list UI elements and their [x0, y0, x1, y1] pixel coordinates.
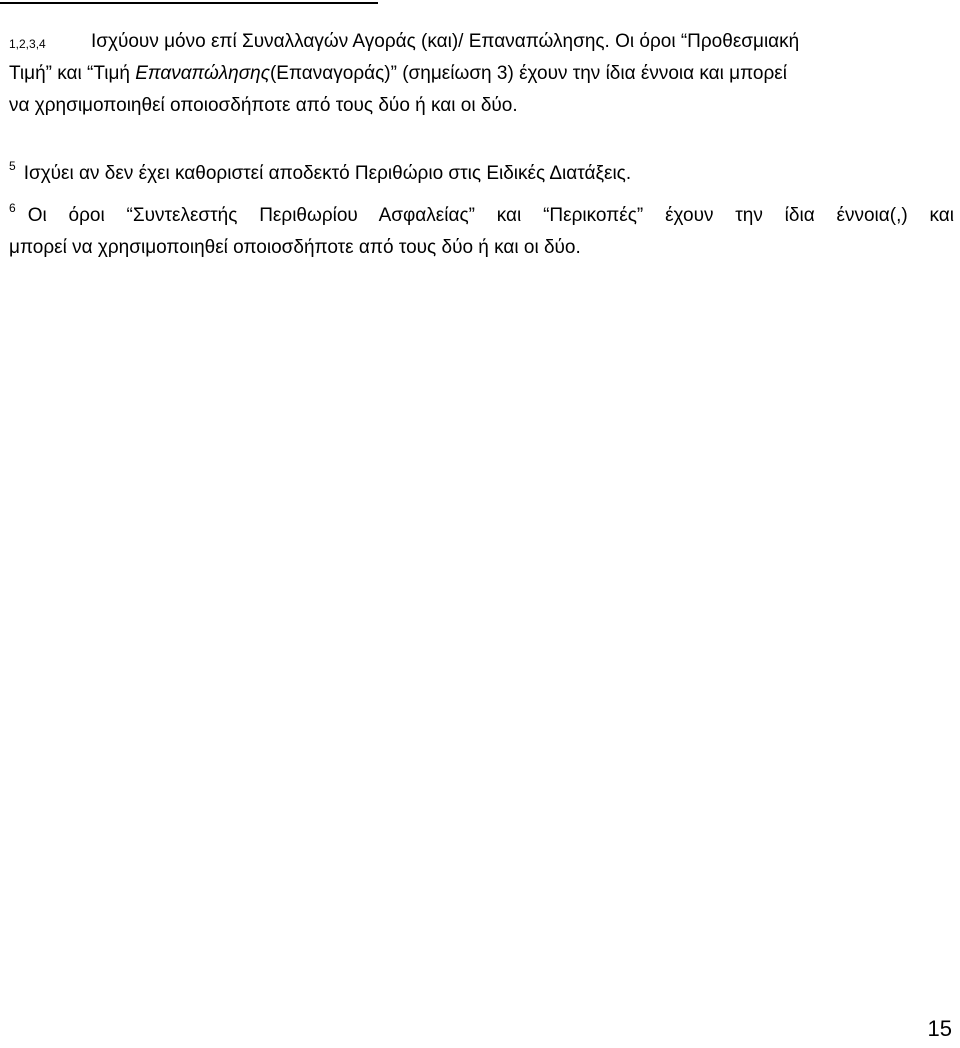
footnote-6-line-1	[9, 200, 954, 232]
footnote-1-italic-term: Επαναπώλησης	[135, 63, 270, 84]
footnote-marker-5: 5	[9, 159, 16, 173]
footnote-5-text: Ισχύει αν δεν έχει καθοριστεί αποδεκτό Περιθώριο στις Ειδικές Διατάξεις.	[23, 163, 632, 184]
footnote-separator-line	[0, 2, 378, 4]
footnote-1-line-3: να χρησιμοποιηθεί οποιοσδήποτε από τους δύο ή και οι δύο.	[9, 95, 518, 116]
footnote-1-line-2-start: Τιμή” και “Τιμή	[9, 63, 136, 84]
page-number: 15	[927, 1016, 952, 1041]
footnote-5	[9, 158, 954, 190]
footnote-6-line-1-text: Οι όροι “Συντελεστής Περιθωρίου Ασφαλείας” και “Περικοπές” έχουν την ίδια έννοια(,) και	[27, 205, 954, 226]
footnote-1-line-2-end: (Επαναγοράς)” (σημείωση 3) έχουν την ίδια έννοια και μπορεί	[269, 63, 787, 84]
footnote-6-line-2: μπορεί να χρησιμοποιηθεί οποιοσδήποτε από τους δύο ή και οι δύο.	[9, 237, 581, 258]
footnote-1-4	[9, 26, 954, 122]
footnote-marker-6: 6	[9, 201, 16, 215]
footnote-1-line-1: Ισχύουν μόνο επί Συναλλαγών Αγοράς (και)/ Επαναπώλησης. Οι όροι “Προθεσμιακή	[91, 31, 800, 52]
footnote-1-line-2	[9, 58, 954, 90]
footnote-marker-1-4: 1,2,3,4	[9, 37, 46, 51]
footnote-6	[9, 200, 954, 264]
